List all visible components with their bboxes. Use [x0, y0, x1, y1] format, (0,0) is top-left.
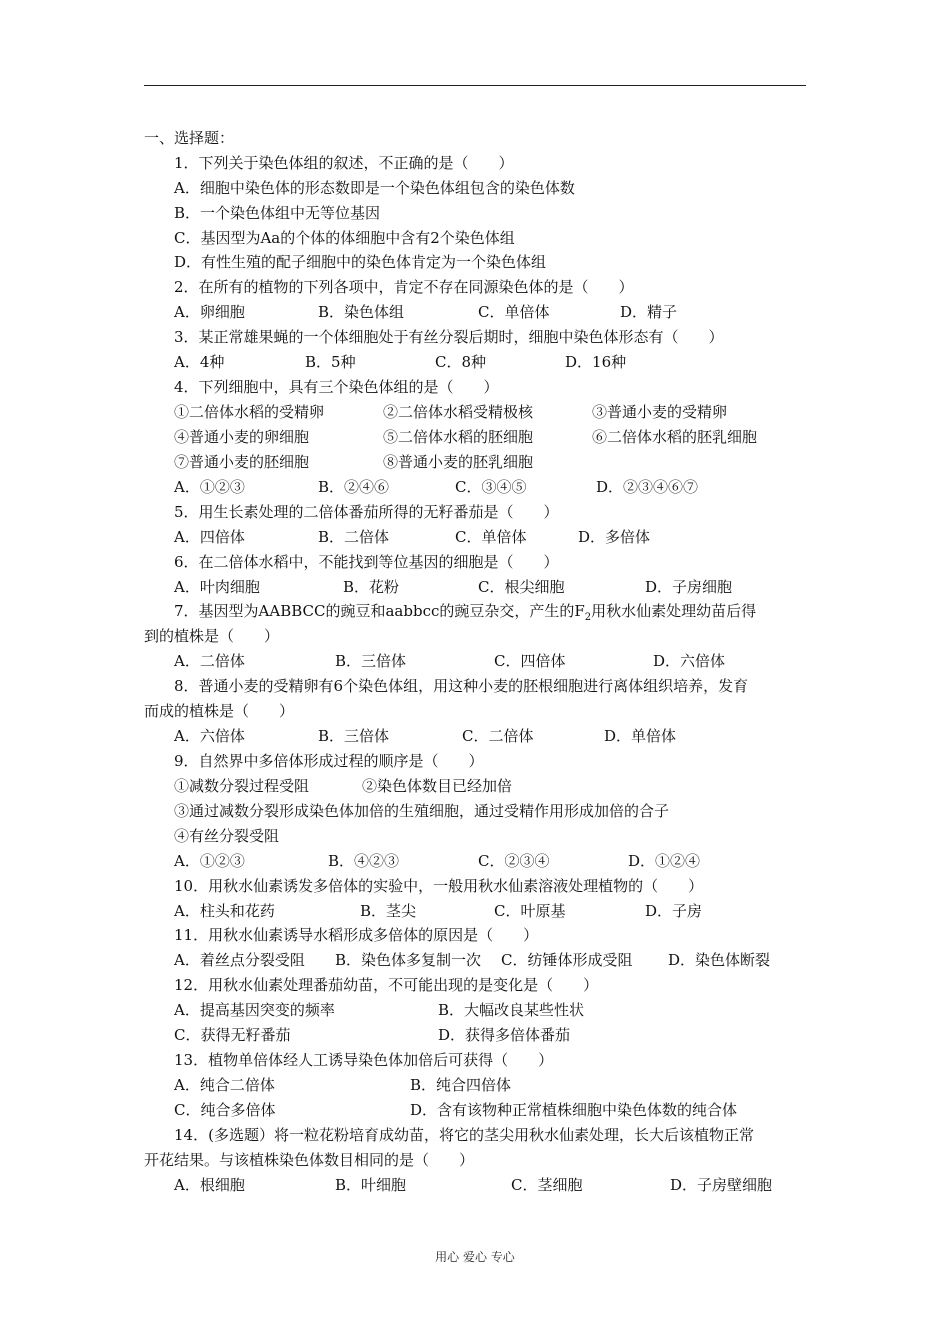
question-4-option-b: B．②④⑥	[318, 478, 390, 496]
question-4-item-2: ②二倍体水稻受精极核	[383, 403, 534, 421]
question-9-option-d: D．①②④	[628, 852, 701, 870]
question-11-option-b: B．染色体多复制一次	[335, 951, 482, 969]
question-10-option-c: C．叶原基	[494, 902, 566, 920]
question-1-stem: 1．下列关于染色体组的叙述，不正确的是（ ）	[174, 154, 514, 172]
question-1-option-a: A．细胞中染色体的形态数即是一个染色体组包含的染色体数	[174, 179, 575, 197]
question-13-stem: 13．植物单倍体经人工诱导染色体加倍后可获得（ ）	[174, 1051, 554, 1069]
question-2-option-c: C．单倍体	[478, 303, 550, 321]
question-10-option-a: A．柱头和花药	[174, 902, 275, 920]
question-8-option-a: A．六倍体	[174, 727, 245, 745]
question-4-item-4: ④普通小麦的卵细胞	[174, 428, 310, 446]
question-1-option-d: D．有性生殖的配子细胞中的染色体肯定为一个染色体组	[174, 253, 547, 271]
question-1-option-b: B．一个染色体组中无等位基因	[174, 204, 381, 222]
question-8-option-d: D．单倍体	[604, 727, 677, 745]
question-4-stem: 4．下列细胞中，具有三个染色体组的是（ ）	[174, 378, 499, 396]
question-5-option-d: D．多倍体	[578, 528, 651, 546]
question-8-option-b: B．三倍体	[318, 727, 390, 745]
question-2-option-a: A．卵细胞	[174, 303, 245, 321]
question-13-option-a: A．纯合二倍体	[174, 1076, 275, 1094]
question-13-option-b: B．纯合四倍体	[410, 1076, 512, 1094]
question-5-option-c: C．单倍体	[455, 528, 527, 546]
question-8-stem: 8．普通小麦的受精卵有6个染色体组，用这种小麦的胚根细胞进行离体组织培养，发育	[174, 677, 749, 695]
question-12-option-c: C．获得无籽番茄	[174, 1026, 291, 1044]
question-14-option-b: B．叶细胞	[335, 1176, 407, 1194]
question-9-stem: 9．自然界中多倍体形成过程的顺序是（ ）	[174, 752, 484, 770]
question-2-option-b: B．染色体组	[318, 303, 405, 321]
question-7-stem: 7．基因型为AABBCC的豌豆和aabbcc的豌豆杂交，产生的$F_2$用秋水仙素处理幼苗后得	[174, 602, 757, 623]
question-3-option-b: B．5种	[305, 353, 356, 371]
question-6-option-d: D．子房细胞	[645, 578, 733, 596]
question-13-option-d: D．含有该物种正常植株细胞中染色体数的纯合体	[410, 1101, 738, 1119]
question-9-item-1: ①减数分裂过程受阻	[174, 777, 310, 795]
header-rule	[144, 85, 806, 86]
question-11-option-d: D．染色体断裂	[668, 951, 771, 969]
question-12-option-d: D．获得多倍体番茄	[438, 1026, 571, 1044]
question-14-option-a: A．根细胞	[174, 1176, 245, 1194]
section-title: 一、选择题：	[144, 129, 235, 147]
question-4-item-7: ⑦普通小麦的胚细胞	[174, 453, 310, 471]
question-9-item-4: ④有丝分裂受阻	[174, 827, 280, 845]
question-9-option-a: A．①②③	[174, 852, 245, 870]
question-11-option-a: A．着丝点分裂受阻	[174, 951, 305, 969]
question-11-option-c: C．纺锤体形成受阻	[501, 951, 633, 969]
question-7-option-c: C．四倍体	[494, 652, 566, 670]
question-4-item-1: ①二倍体水稻的受精卵	[174, 403, 325, 421]
question-4-option-a: A．①②③	[174, 478, 245, 496]
question-4-item-3: ③普通小麦的受精卵	[592, 403, 728, 421]
question-6-option-a: A．叶肉细胞	[174, 578, 260, 596]
question-2-option-d: D．精子	[620, 303, 678, 321]
question-14-option-c: C．茎细胞	[511, 1176, 583, 1194]
question-4-option-c: C．③④⑤	[455, 478, 527, 496]
page-footer: 用心 爱心 专心	[435, 1250, 515, 1264]
question-5-option-a: A．四倍体	[174, 528, 245, 546]
question-12-option-a: A．提高基因突变的频率	[174, 1001, 335, 1019]
question-3-stem: 3．某正常雄果蝇的一个体细胞处于有丝分裂后期时，细胞中染色体形态有（ ）	[174, 328, 724, 346]
question-9-option-c: C．②③④	[478, 852, 550, 870]
question-7-subscript: 2	[584, 612, 592, 623]
question-3-option-a: A．4种	[174, 353, 225, 371]
question-14-stem: 14．(多选题）将一粒花粉培育成幼苗，将它的茎尖用秋水仙素处理，长大后该植物正常	[174, 1126, 754, 1144]
question-6-option-b: B．花粉	[343, 578, 400, 596]
question-9-item-3: ③通过减数分裂形成染色体加倍的生殖细胞，通过受精作用形成加倍的合子	[174, 802, 670, 820]
question-1-option-c: C．基因型为Aa的个体的体细胞中含有2个染色体组	[174, 229, 515, 247]
question-5-stem: 5．用生长素处理的二倍体番茄所得的无籽番茄是（ ）	[174, 503, 559, 521]
question-12-option-b: B．大幅改良某些性状	[438, 1001, 585, 1019]
question-7-option-a: A．二倍体	[174, 652, 245, 670]
question-14-stem-continued: 开花结果。与该植株染色体数目相同的是（ ）	[144, 1151, 475, 1169]
question-4-item-5: ⑤二倍体水稻的胚细胞	[383, 428, 534, 446]
question-6-option-c: C．根尖细胞	[478, 578, 565, 596]
question-14-option-d: D．子房壁细胞	[670, 1176, 773, 1194]
question-13-option-c: C．纯合多倍体	[174, 1101, 276, 1119]
question-8-option-c: C．二倍体	[462, 727, 534, 745]
question-4-item-8: ⑧普通小麦的胚乳细胞	[383, 453, 534, 471]
question-10-option-b: B．茎尖	[360, 902, 417, 920]
question-6-stem: 6．在二倍体水稻中，不能找到等位基因的细胞是（ ）	[174, 553, 559, 571]
question-7-stem-continued: 到的植株是（ ）	[144, 627, 280, 645]
question-9-option-b: B．④②③	[328, 852, 400, 870]
question-8-stem-continued: 而成的植株是（ ）	[144, 702, 295, 720]
question-10-stem: 10．用秋水仙素诱发多倍体的实验中，一般用秋水仙素溶液处理植物的（ ）	[174, 877, 704, 895]
question-10-option-d: D．子房	[645, 902, 703, 920]
question-7-option-b: B．三倍体	[335, 652, 407, 670]
question-9-item-2: ②染色体数目已经加倍	[362, 777, 513, 795]
question-5-option-b: B．二倍体	[318, 528, 390, 546]
question-12-stem: 12．用秋水仙素处理番茄幼苗，不可能出现的是变化是（ ）	[174, 976, 599, 994]
question-4-option-d: D．②③④⑥⑦	[596, 478, 699, 496]
question-3-option-d: D．16种	[565, 353, 627, 371]
question-2-stem: 2．在所有的植物的下列各项中，肯定不存在同源染色体的是（ ）	[174, 278, 634, 296]
question-4-item-6: ⑥二倍体水稻的胚乳细胞	[592, 428, 758, 446]
question-7-option-d: D．六倍体	[653, 652, 726, 670]
question-11-stem: 11．用秋水仙素诱导水稻形成多倍体的原因是（ ）	[174, 926, 539, 944]
question-3-option-c: C．8种	[435, 353, 487, 371]
